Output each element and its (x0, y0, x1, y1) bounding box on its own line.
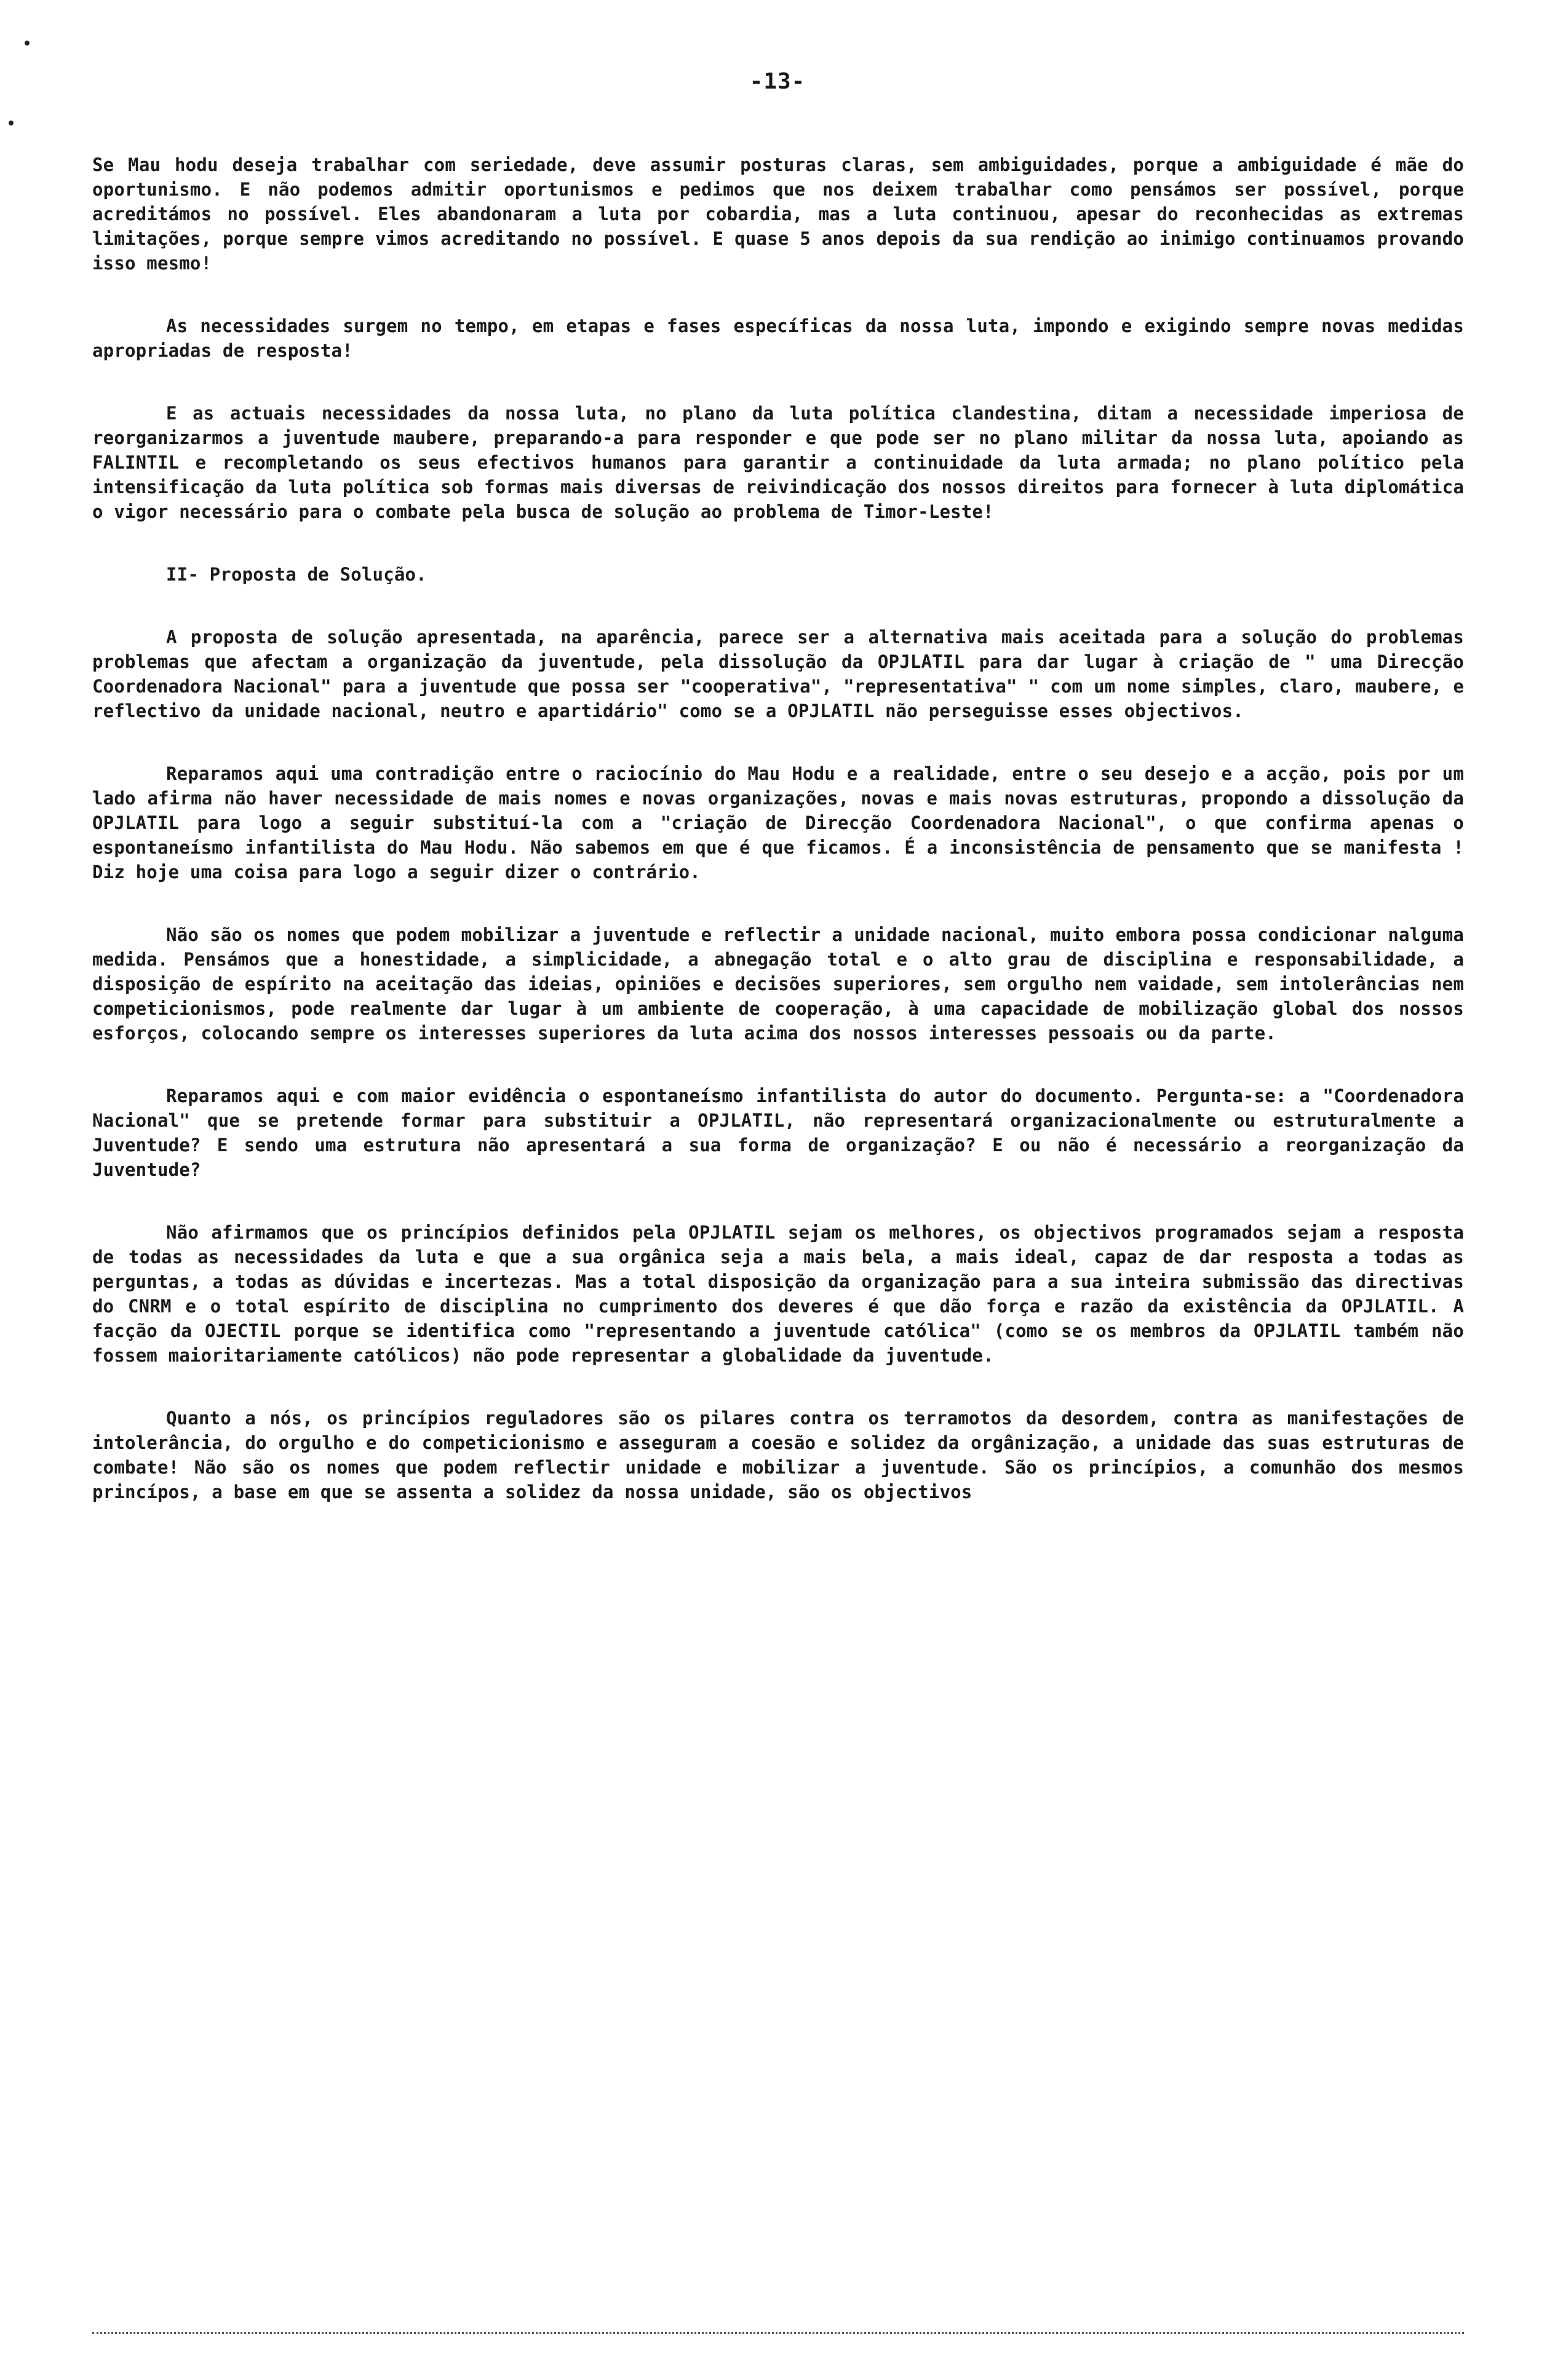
paragraph: E as actuais necessidades da nossa luta, no plano da luta política clandestina, ditam a necessidade imperiosa de reorganizarmos a juventude maubere, preparando-a para responder e que pode ser no plano militar da nossa luta, apoiando as FALINTIL e recompletando os seus efectivos humanos para garantir a continuidade da luta armada; no plano político pela intensificação da luta política sob formas mais diversas de reivindicação dos nossos direitos para fornecer à luta diplomática o vigor necessário para o combate pela busca de solução ao problema de Timor-Leste! (92, 403, 1464, 522)
paragraph: Reparamos aqui e com maior evidência o espontaneísmo infantilista do autor do documento. Pergunta-se: a "Coordenadora Nacional" que se pretende formar para substituir a OPJLATIL, não representará organizacionalmente ou estruturalmente a Juventude? E sendo uma estrutura não apresentará a sua forma de organização? E ou não é necessário a reorganização da Juventude? (92, 1085, 1464, 1180)
paragraph: Reparamos aqui uma contradição entre o raciocínio do Mau Hodu e a realidade, entre o seu desejo e a acção, pois por um lado afirma não haver necessidade de mais nomes e novas organizações, novas e mais novas estruturas, propondo a dissolução da OPJLATIL para logo a seguir substituí-la com a "criação de Direcção Coordenadora Nacional", o que confirma apenas o espontaneísmo infantilista do Mau Hodu. Não sabemos em que é que ficamos. É a inconsistência de pensamento que se manifesta ! Diz hoje uma coisa para logo a seguir dizer o contrário. (92, 763, 1464, 883)
footer-dotted-rule (92, 2332, 1464, 2334)
page-number: -13- (749, 69, 806, 94)
paragraph: Quanto a nós, os princípios reguladores são os pilares contra os terramotos da desordem, contra as manifestações de intolerância, do orgulho e do competicionismo e asseguram a coesão e solidez da orgânização, a unidade das suas estruturas de combate! Não são os nomes que podem reflectir unidade e mobilizar a juventude. São os princípios, a comunhão dos mesmos princípos, a base em que se assenta a solidez da nossa unidade, são os objectivos (92, 1408, 1464, 1502)
paragraph: A proposta de solução apresentada, na aparência, parece ser a alternativa mais aceitada para a solução do problemas problemas que afectam a organização da juventude, pela dissolução da OPJLATIL para dar lugar à criação de " uma Direcção Coordenadora Nacional" para a juventude que possa ser "cooperativa", "representativa" " com um nome simples, claro, maubere, e reflectivo da unidade nacional, neutro e apartidário" como se a OPJLATIL não perseguisse esses objectivos. (92, 627, 1464, 721)
scan-speck (25, 41, 30, 46)
section-heading: II- Proposta de Solução. (166, 564, 427, 585)
paragraph: Se Mau hodu deseja trabalhar com seriedade, deve assumir posturas claras, sem ambiguidades, porque a ambiguidade é mãe do oportunismo. E não podemos admitir oportunismos e pedimos que nos deixem trabalhar como pensámos ser possível, porque acreditámos no possível. Eles abandonaram a luta por cobardia, mas a luta continuou, apesar do reconhecidas as extremas limitações, porque sempre vimos acreditando no possível. E quase 5 anos depois da sua rendição ao inimigo continuamos provando isso mesmo! (92, 154, 1464, 274)
paragraph: Não são os nomes que podem mobilizar a juventude e reflectir a unidade nacional, muito embora possa condicionar nalguma medida. Pensámos que a honestidade, a simplicidade, a abnegação total e o alto grau de disciplina e responsabilidade, a disposição de espírito na aceitação das ideias, opiniões e decisões superiores, sem orgulho nem vaidade, sem intolerâncias nem competicionismos, pode realmente dar lugar à um ambiente de cooperação, à uma capacidade de mobilização global dos nossos esforços, colocando sempre os interesses superiores da luta acima dos nossos interesses pessoais ou da parte. (92, 924, 1464, 1044)
paragraph: Não afirmamos que os princípios definidos pela OPJLATIL sejam os melhores, os objectivos programados sejam a resposta de todas as necessidades da luta e que a sua orgânica seja a mais bela, a mais ideal, capaz de dar resposta a todas as perguntas, a todas as dúvidas e incertezas. Mas a total disposição da organização para a sua inteira submissão das directivas do CNRM e o total espírito de disciplina no cumprimento dos deveres é que dão força e razão da existência da OPJLATIL. A facção da OJECTIL porque se identifica como "representando a juventude católica" (como se os membros da OPJLATIL também não fossem maioritariamente católicos) não pode representar a globalidade da juventude. (92, 1222, 1464, 1366)
scan-speck (9, 121, 14, 125)
document-body (92, 153, 1464, 1542)
paragraph: As necessidades surgem no tempo, em etapas e fases específicas da nossa luta, impondo e exigindo sempre novas medidas apropriadas de resposta! (92, 315, 1464, 361)
